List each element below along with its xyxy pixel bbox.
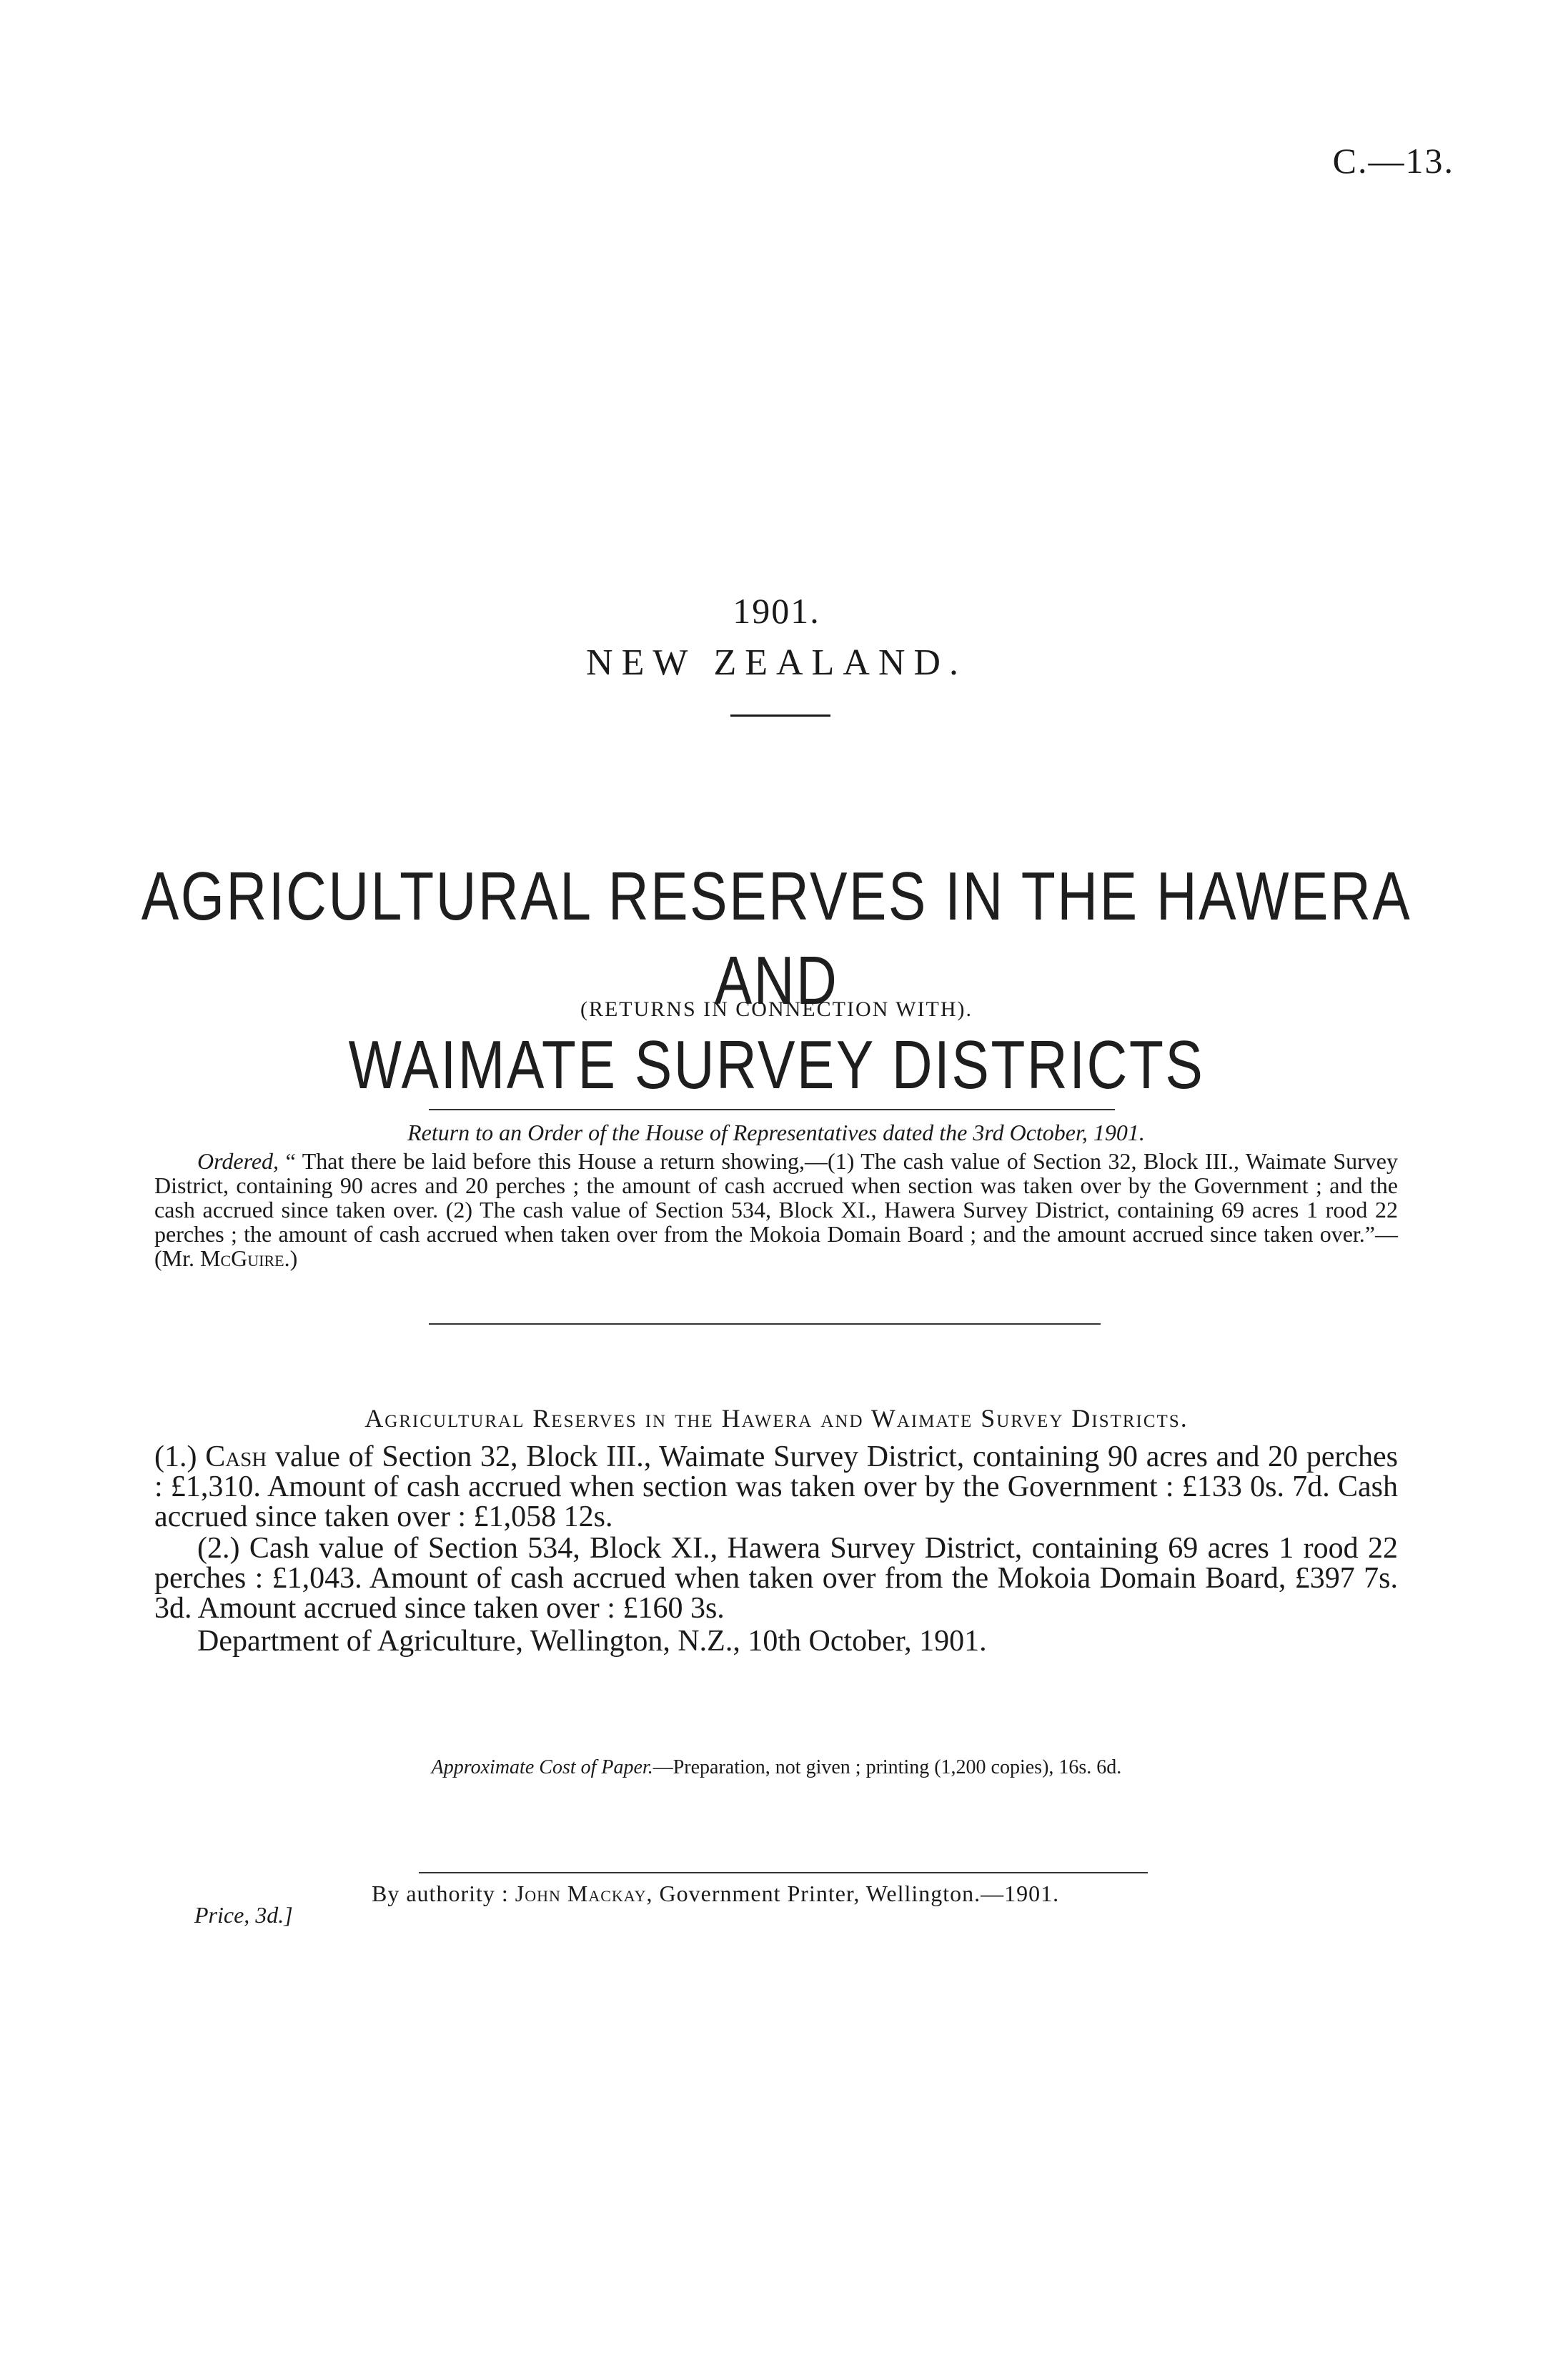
order-rule-bottom [429, 1323, 1101, 1325]
ordered-label: Ordered, [197, 1148, 279, 1174]
return-item-2: (2.) Cash value of Section 534, Block XI., Hawera Survey District, containing 69 acres 1 rood 22 perches : £1,043. Amount of cash accrued when taken over from the Mokoia Domain Board, £397 7s. 3d. Amount accrued since taken over : £160 3s. [154, 1532, 1398, 1625]
document-title [140, 855, 1414, 1107]
item-1-text: value of Section 32, Block III., Waimate Survey District, containing 90 acres and 20 perches : £1,310. Amount of cash accrued when section was taken over by the Government : £133 0s. 7d. Cash accrued since taken over : £1,058 12s. [154, 1440, 1399, 1533]
return-item-1 [154, 1442, 1398, 1532]
order-rule-top [429, 1109, 1115, 1110]
return-signoff: Department of Agriculture, Wellington, N.Z., 10th October, 1901. [197, 1625, 987, 1658]
order-heading: Return to an Order of the House of Representatives dated the 3rd October, 1901. [407, 1120, 1145, 1145]
item-1-number: (1.) [154, 1440, 197, 1473]
order-body: “ That there be laid before this House a return showing,—(1) The cash value of Section 32, Block III., Waimate Survey District, containing 90 acres and 20 perches ; the amount of cash accrued when section was taken over by the Government ; and the cash accrued since taken over. (2) The cash value of Section 534, Block XI., Hawera Survey District, containing 69 acres 1 rood 22 perches ; the amount of cash accrued when taken over from the Mokoia Domain Board ; and the amount accrued since taken over.”—(Mr. [154, 1148, 1399, 1271]
return-body [154, 1442, 1398, 1658]
printer-name: John Mackay [515, 1881, 647, 1906]
item-1-lead: Cash [205, 1440, 267, 1473]
document-subtitle: (RETURNS IN CONNECTION WITH). [580, 997, 973, 1021]
title-line-2: WAIMATE SURVEY DISTRICTS [348, 1027, 1205, 1103]
printer-imprint [372, 1881, 1059, 1907]
return-heading: Agricultural Reserves in the Hawera and Waimate Survey Districts. [364, 1404, 1189, 1433]
publication-year: 1901. [733, 591, 820, 631]
cost-label: Approximate Cost of Paper. [431, 1756, 653, 1778]
imprint-rule [419, 1872, 1148, 1873]
order-text [154, 1149, 1398, 1270]
printer-suffix: , Government Printer, Wellington.—1901. [646, 1881, 1060, 1906]
approximate-cost [0, 1756, 1553, 1779]
price: Price, 3d.] [194, 1902, 293, 1928]
order-closing: .) [284, 1245, 298, 1271]
title-line-1: AGRICULTURAL RESERVES IN THE HAWERA AND [141, 858, 1412, 1019]
order-of-house [154, 1120, 1398, 1270]
country-heading: NEW ZEALAND. [586, 642, 967, 683]
authority-prefix: By authority : [372, 1881, 509, 1906]
order-member: McGuire [200, 1245, 284, 1271]
title-divider [730, 715, 830, 717]
cost-text: —Preparation, not given ; printing (1,200 copies), 16s. 6d. [653, 1756, 1122, 1778]
page-reference: C.—13. [1332, 141, 1454, 181]
